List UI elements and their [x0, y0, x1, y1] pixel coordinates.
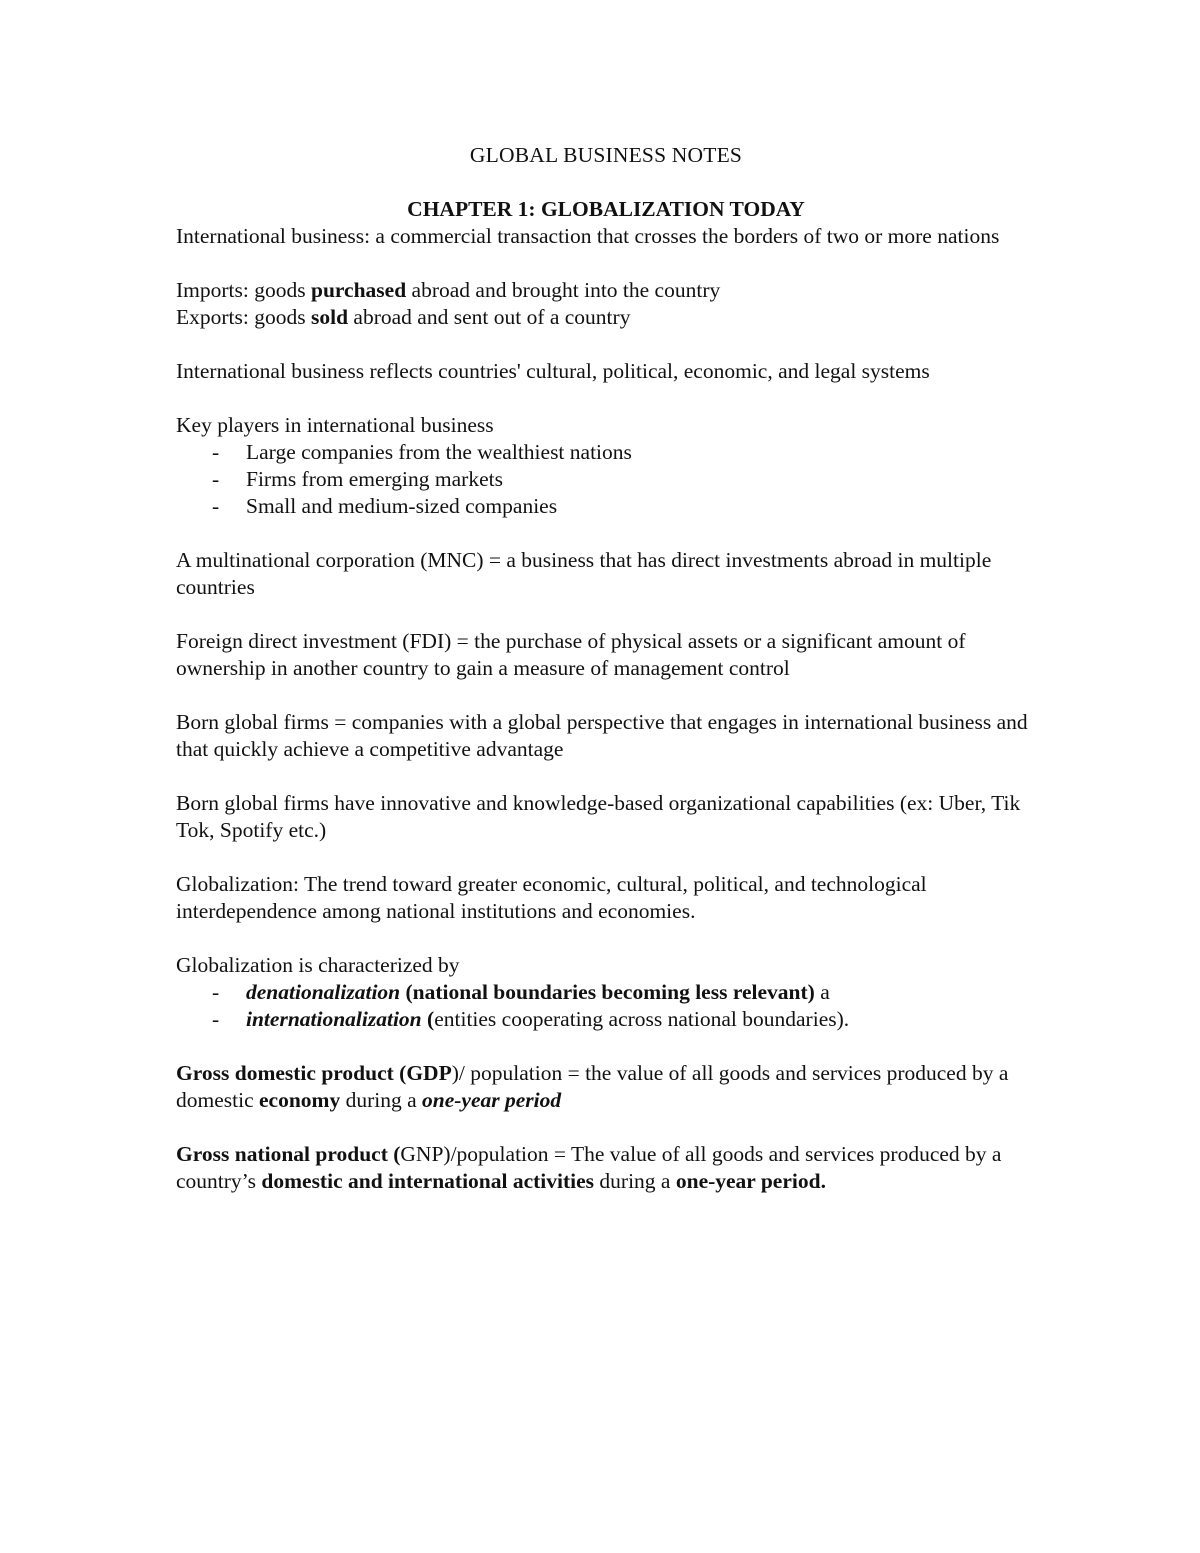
- list-item: [176, 466, 1036, 493]
- dash-bullet: -: [212, 467, 220, 491]
- dash-bullet: -: [212, 440, 220, 464]
- imports-suffix: abroad and brought into the country: [406, 278, 721, 302]
- chapter-title: CHAPTER 1: GLOBALIZATION TODAY: [407, 197, 805, 221]
- imports-bold: purchased: [310, 278, 407, 302]
- reflects-line: International business reflects countries' cultural, political, economic, and legal systems: [176, 359, 930, 383]
- key-players-list: [176, 439, 1036, 520]
- exports-prefix: Exports: goods: [176, 305, 311, 329]
- list-item: [176, 439, 1036, 466]
- gdp-term: Gross domestic product (GDP: [176, 1061, 452, 1085]
- exports-line: [176, 304, 1036, 331]
- gdp-economy: economy: [259, 1088, 341, 1112]
- document-body: [176, 142, 1036, 1195]
- gnp-activities: domestic and international activities: [261, 1169, 595, 1193]
- gnp-during: during a: [594, 1169, 676, 1193]
- gdp-text: )/ population = the value of all goods and services produced by a domestic: [176, 1061, 1009, 1112]
- internationalization-term: internationalization: [246, 1007, 422, 1031]
- list-item: [176, 979, 1036, 1006]
- internationalization-explanation: entities cooperating across national boundaries).: [434, 1007, 850, 1031]
- gdp-period: one-year period: [422, 1088, 562, 1112]
- gdp-during: during a: [340, 1088, 423, 1112]
- dash-bullet: -: [212, 1007, 220, 1031]
- imports-prefix: Imports: goods: [176, 278, 311, 302]
- exports-suffix: abroad and sent out of a country: [348, 305, 631, 329]
- list-item: [176, 1006, 1036, 1033]
- globalization-definition: Globalization: The trend toward greater economic, cultural, political, and technological interdependence among national institutions and economies.: [176, 872, 927, 923]
- gdp-definition: [176, 1060, 1036, 1114]
- intl-business-definition: International business: a commercial transaction that crosses the borders of two or more nations: [176, 224, 1000, 248]
- imports-line: [176, 277, 1036, 304]
- gnp-period: one-year period.: [675, 1169, 826, 1193]
- gnp-definition: [176, 1141, 1036, 1195]
- characterized-heading: Globalization is characterized by: [176, 953, 460, 977]
- denationalization-term: denationalization: [246, 980, 401, 1004]
- born-global-capabilities: Born global firms have innovative and knowledge-based organizational capabilities (ex: Uber, Tik Tok, Spotify etc.): [176, 791, 1021, 842]
- fdi-definition: Foreign direct investment (FDI) = the purchase of physical assets or a significant amount of ownership in another country to gain a measure of management control: [176, 629, 966, 680]
- born-global-definition: Born global firms = companies with a global perspective that engages in international business and that quickly achieve a competitive advantage: [176, 710, 1028, 761]
- dash-bullet: -: [212, 980, 220, 1004]
- key-players-heading: Key players in international business: [176, 413, 494, 437]
- list-item-text: Small and medium-sized companies: [246, 494, 558, 518]
- list-item-text: Large companies from the wealthiest nations: [246, 440, 632, 464]
- list-item: [176, 493, 1036, 520]
- list-item-text: Firms from emerging markets: [246, 467, 503, 491]
- gnp-term: Gross national product (: [176, 1142, 401, 1166]
- dash-bullet: -: [212, 494, 220, 518]
- gnp-text: GNP)/population = The value of all goods and services produced by a country’s: [176, 1142, 1002, 1193]
- mnc-definition: A multinational corporation (MNC) = a business that has direct investments abroad in multiple countries: [176, 548, 992, 599]
- document-title: GLOBAL BUSINESS NOTES: [469, 143, 743, 167]
- denationalization-suffix: a: [814, 980, 830, 1004]
- internationalization-paren: (: [421, 1007, 435, 1031]
- denationalization-explanation: (national boundaries becoming less relevant): [400, 980, 815, 1004]
- characterized-list: [176, 979, 1036, 1033]
- exports-bold: sold: [310, 305, 349, 329]
